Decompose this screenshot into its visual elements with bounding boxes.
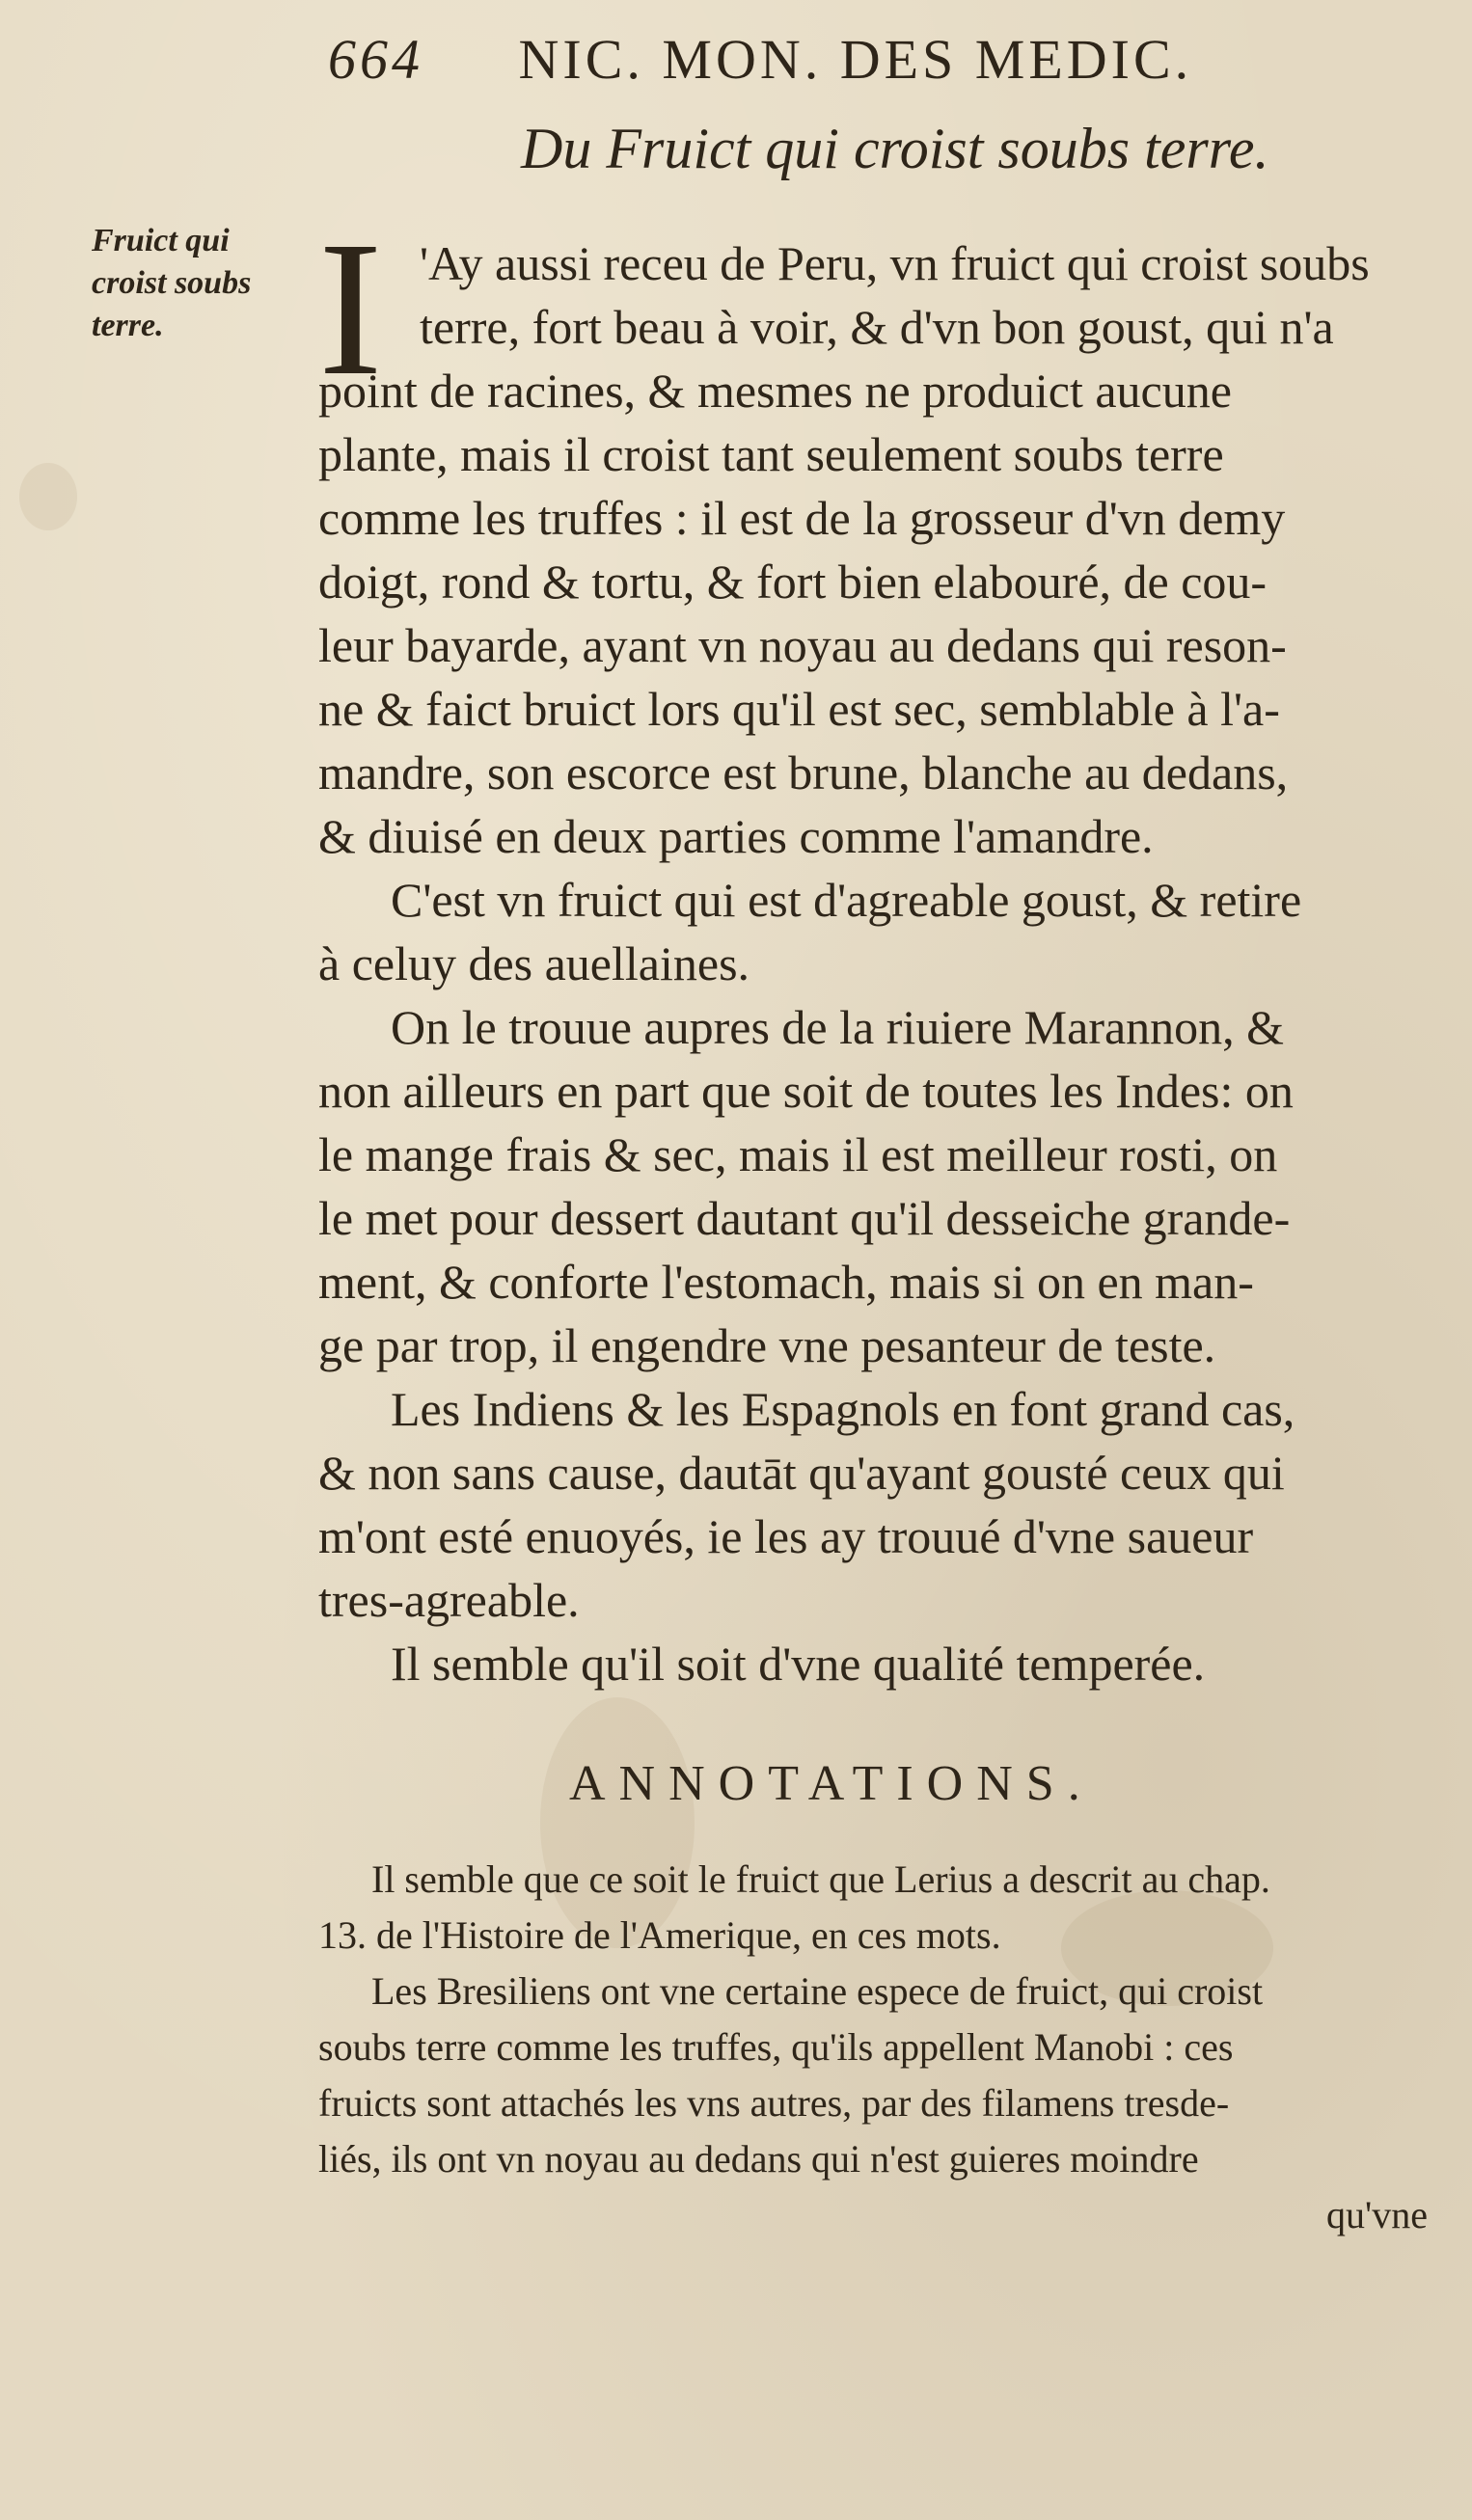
margin-note-line: Fruict qui xyxy=(92,223,230,258)
annotation-line: liés, ils ont vn noyau au dedans qui n'est guieres moindre xyxy=(318,2137,1199,2181)
text-line: doigt, rond & tortu, & fort bien elabouré, de cou- xyxy=(318,555,1268,609)
running-title: NIC. MON. DES MEDIC. xyxy=(518,28,1193,91)
text-line: plante, mais il croist tant seulement soubs terre xyxy=(318,427,1224,481)
annotations-text xyxy=(318,1852,1447,2243)
text-line: à celuy des auellaines. xyxy=(318,936,750,990)
text-line: terre, fort beau à voir, & d'vn bon goust, qui n'a xyxy=(420,300,1334,354)
text-line: ne & faict bruict lors qu'il est sec, semblable à l'a- xyxy=(318,682,1280,736)
text-line: C'est vn fruict qui est d'agreable goust, & retire xyxy=(391,873,1302,927)
text-line: comme les truffes : il est de la grosseur d'vn demy xyxy=(318,491,1286,545)
text-line: ment, & conforte l'estomach, mais si on en man- xyxy=(318,1255,1254,1309)
annotation-line: 13. de l'Histoire de l'Amerique, en ces mots. xyxy=(318,1913,1001,1957)
text-line: leur bayarde, ayant vn noyau au dedans qui reson- xyxy=(318,618,1287,672)
text-line: tres-agreable. xyxy=(318,1573,580,1627)
page-number: 664 xyxy=(328,28,423,91)
text-line: ge par trop, il engendre vne pesanteur de teste. xyxy=(318,1318,1216,1372)
main-text xyxy=(318,231,1447,1695)
text-line: & non sans cause, dautāt qu'ayant gousté ceux qui xyxy=(318,1446,1285,1500)
text-line: m'ont esté enuoyés, ie les ay trouué d'vne saueur xyxy=(318,1509,1254,1563)
annotation-line: Les Bresiliens ont vne certaine espece de fruict, qui croist xyxy=(371,1969,1264,2013)
annotation-line: Il semble que ce soit le fruict que Lerius a descrit au chap. xyxy=(371,1857,1270,1901)
text-line: mandre, son escorce est brune, blanche au dedans, xyxy=(318,745,1289,799)
text-line: 'Ay aussi receu de Peru, vn fruict qui croist soubs xyxy=(420,236,1370,290)
section-title: Du Fruict qui croist soubs terre. xyxy=(521,117,1269,180)
paper-stain xyxy=(19,463,77,530)
annotation-line: fruicts sont attachés les vns autres, par des filamens tresde- xyxy=(318,2081,1230,2125)
text-line: On le trouue aupres de la riuiere Marannon, & xyxy=(391,1000,1285,1054)
annotation-line: qu'vne xyxy=(1326,2193,1428,2236)
text-line: & diuisé en deux parties comme l'amandre. xyxy=(318,809,1154,863)
text-line: le mange frais & sec, mais il est meilleur rosti, on xyxy=(318,1127,1278,1181)
text-line: point de racines, & mesmes ne produict aucune xyxy=(318,364,1232,418)
text-line: non ailleurs en part que soit de toutes les Indes: on xyxy=(318,1064,1294,1118)
annotations-heading: ANNOTATIONS. xyxy=(569,1756,1094,1811)
text-line: le met pour dessert dautant qu'il desseiche grande- xyxy=(318,1191,1291,1245)
margin-note-line: croist soubs xyxy=(92,265,252,301)
running-head xyxy=(328,27,1331,114)
annotation-line: soubs terre comme les truffes, qu'ils appellent Manobi : ces xyxy=(318,2025,1234,2069)
text-line: Il semble qu'il soit d'vne qualité temperée. xyxy=(391,1637,1206,1691)
text-line: Les Indiens & les Espagnols en font grand cas, xyxy=(391,1382,1295,1436)
margin-note-line: terre. xyxy=(92,308,164,343)
drop-cap: I xyxy=(318,203,383,416)
margin-note xyxy=(92,220,294,347)
